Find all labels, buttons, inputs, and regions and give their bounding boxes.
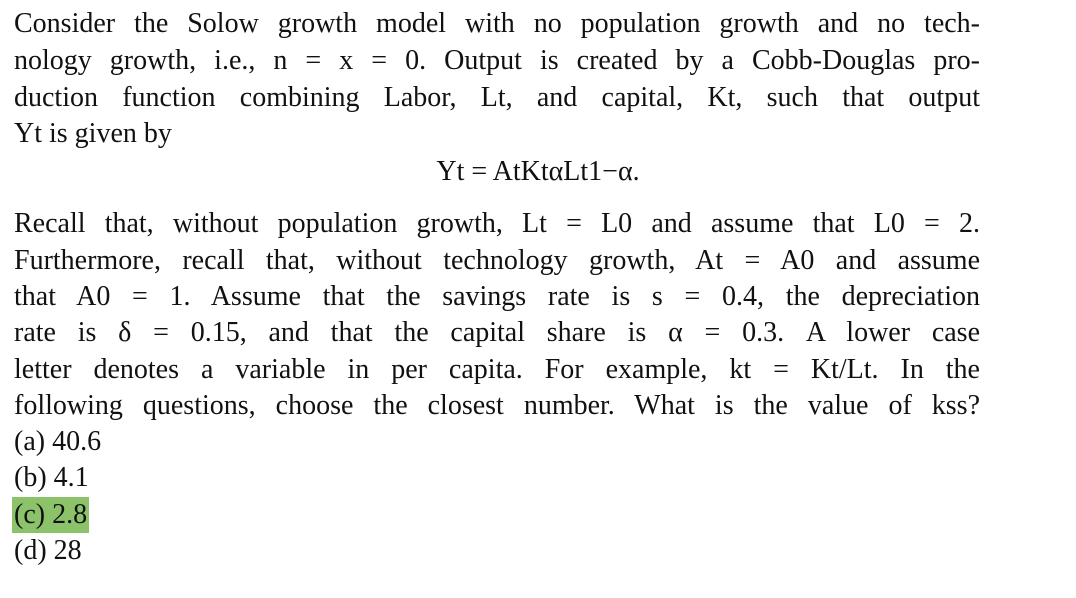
choice-c-value: 2.8 <box>52 499 88 530</box>
choice-d-value: 28 <box>53 535 82 566</box>
choice-d-label: (d) <box>14 535 47 566</box>
choice-b-value: 4.1 <box>53 462 89 493</box>
question-line-6: Furthermore, recall that, without technology growth, At = A0 and assume <box>14 245 980 276</box>
question-line-10: following questions, choose the closest number. What is the value of kss? <box>14 390 980 421</box>
question-line-5: Recall that, without population growth, Lt = L0 and assume that L0 = 2. <box>14 208 980 239</box>
choice-d[interactable] <box>12 533 84 569</box>
question-line-9: letter denotes a variable in per capita. For example, kt = Kt/Lt. In the <box>14 354 980 385</box>
question-line-2: nology growth, i.e., n = x = 0. Output is created by a Cobb-Douglas pro- <box>14 45 980 76</box>
choice-a-label: (a) <box>14 426 46 457</box>
choice-a[interactable] <box>12 424 103 460</box>
choice-b-label: (b) <box>14 462 47 493</box>
question-line-8: rate is δ = 0.15, and that the capital share is α = 0.3. A lower case <box>14 317 980 348</box>
choice-c-selected[interactable] <box>12 497 89 533</box>
choice-c-label: (c) <box>14 499 46 530</box>
production-equation: Yt = AtKtαLt1−α. <box>436 156 640 187</box>
choice-a-value: 40.6 <box>52 426 102 457</box>
question-line-1: Consider the Solow growth model with no population growth and no tech- <box>14 8 980 39</box>
question-line-3: duction function combining Labor, Lt, and capital, Kt, such that output <box>14 82 980 113</box>
choice-b[interactable] <box>12 460 91 496</box>
question-line-4: Yt is given by <box>14 118 172 149</box>
question-line-7: that A0 = 1. Assume that the savings rate is s = 0.4, the depreciation <box>14 281 980 312</box>
